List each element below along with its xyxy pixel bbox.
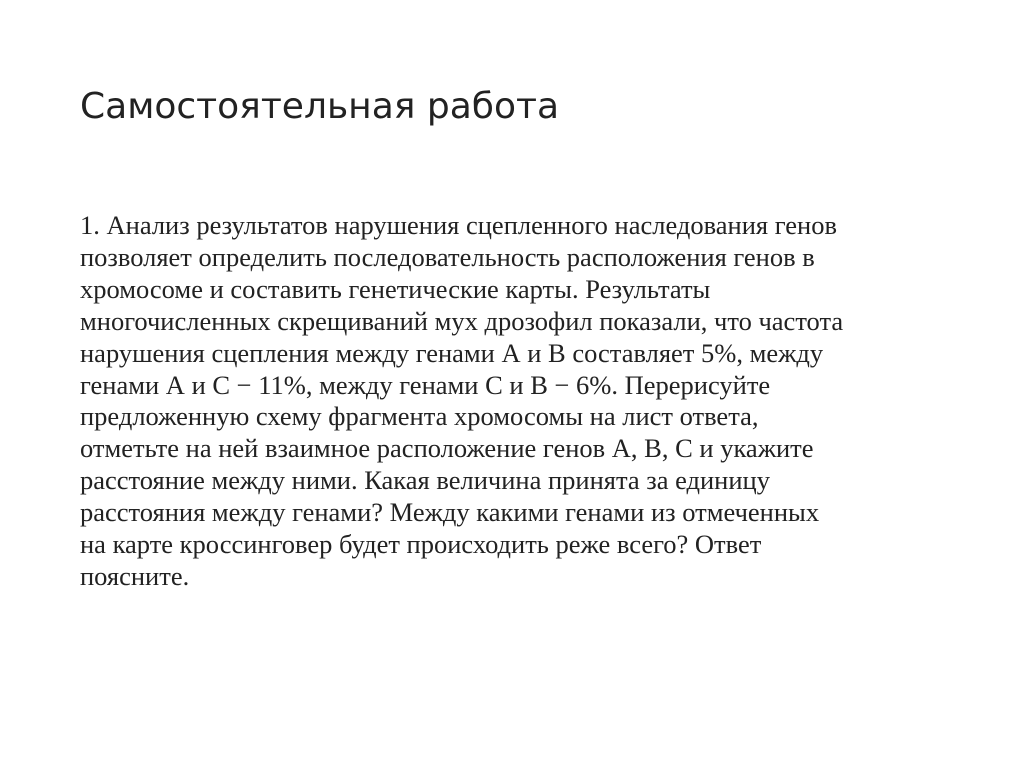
task-line: расстояние между ними. Какая величина принята за единицу [80,465,770,496]
task-line: поясните. [80,560,190,591]
task-line: на карте кроссинговер будет происходить реже всего? Ответ [80,529,762,560]
task-line: позволяет определить последовательность расположения генов в [80,241,815,272]
task-line: хромосоме и составить генетические карты. Результаты [80,273,711,304]
task-line: предложенную схему фрагмента хромосомы на лист ответа, [80,401,759,432]
task-line: 1. Анализ результатов нарушения сцепленного наследования генов [80,210,837,240]
task-line: многочисленных скрещиваний мух дрозофил показали, что частота [80,305,844,336]
task-line: генами А и С − 11%, между генами С и В − 6%. Перерисуйте [80,369,771,400]
task-line: расстояния между генами? Между какими генами из отмеченных [80,497,820,528]
slide-title: Самостоятельная работа [80,86,560,127]
task-line: отметьте на ней взаимное расположение генов А, В, С и укажите [80,433,814,464]
task-text [80,210,960,593]
task-line: нарушения сцепления между генами А и В составляет 5%, между [80,337,824,368]
